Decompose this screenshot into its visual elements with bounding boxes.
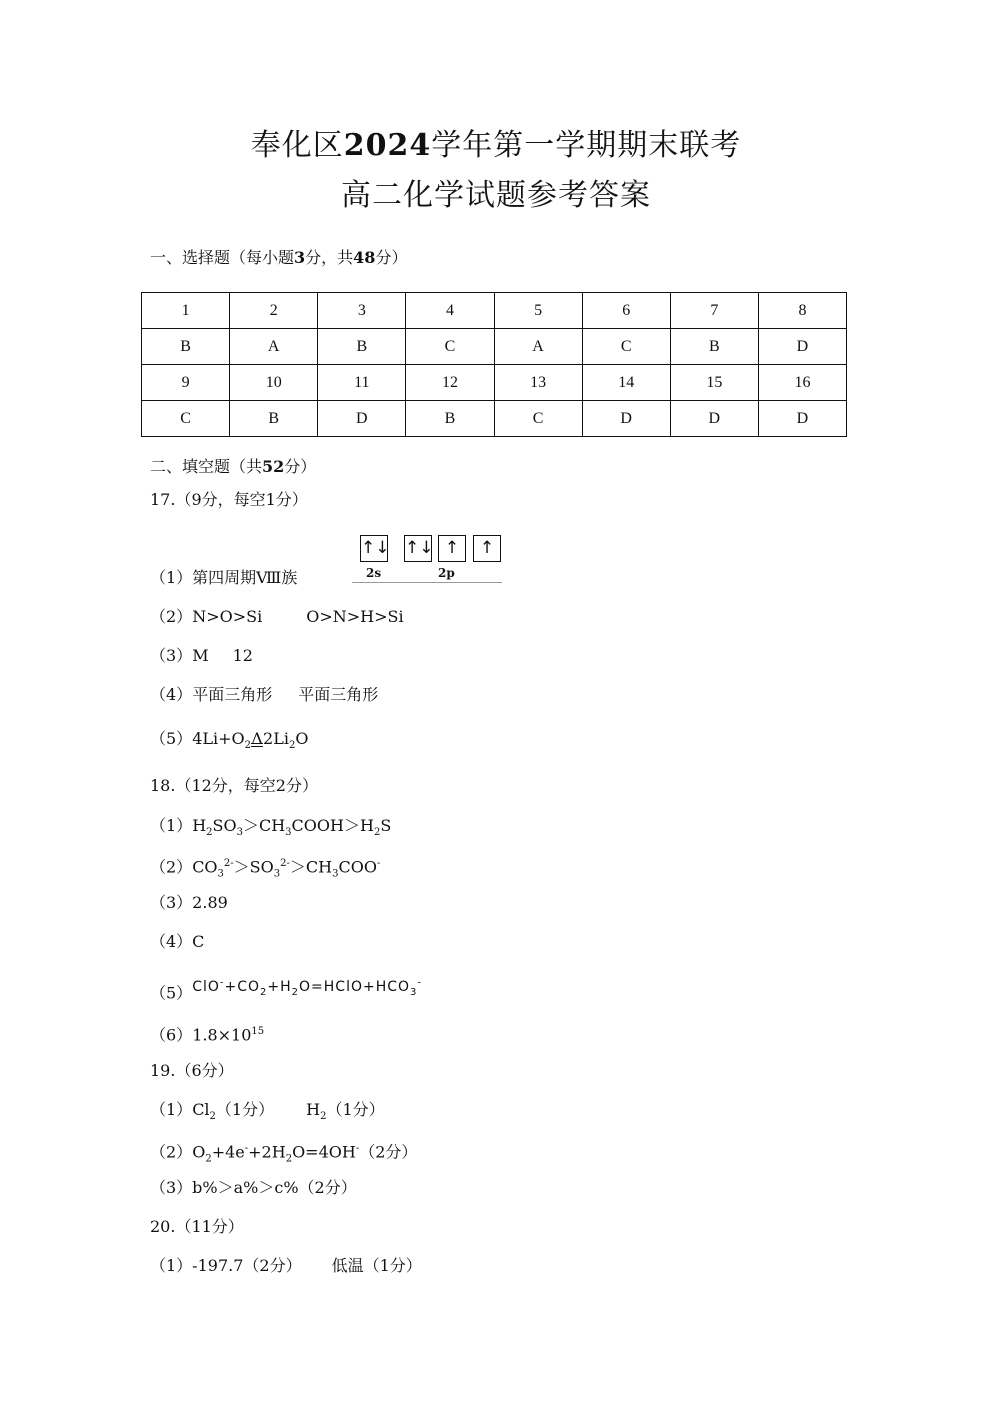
q18-a2-p4: COO [338, 857, 377, 877]
q19-answer-2 [150, 1138, 417, 1171]
q17-a5-sub: 2 [244, 740, 252, 752]
q18-a1-num: （1） [150, 816, 193, 835]
table-row [142, 365, 847, 401]
table-cell: B [406, 401, 494, 437]
title-part-a: 奉化区 [250, 128, 344, 163]
q18-a6-exp: 15 [251, 1026, 265, 1037]
q18-a2-num: （2） [150, 857, 193, 877]
q18-a2-s2: 3 [273, 868, 281, 880]
q18-answer-6 [150, 1021, 264, 1046]
orbital-box-2p-3: ↑ [473, 535, 501, 562]
q18-a6-num: （6） [150, 1025, 193, 1045]
q18-a1-s1: 2 [206, 827, 213, 839]
table-cell: C [582, 329, 670, 365]
page-title-line2: 高二化学试题参考答案 [341, 178, 651, 213]
q17-a5-rhs-sub: 2 [288, 740, 296, 752]
q18-a1-p3: ＞CH [242, 816, 286, 835]
q18-a1-p1: H [192, 816, 207, 835]
q19-a1-s2: 2 [320, 1111, 327, 1123]
table-cell: 11 [318, 365, 406, 401]
table-cell: 7 [670, 293, 758, 329]
table-cell: 12 [406, 365, 494, 401]
table-cell: 13 [494, 365, 582, 401]
table-cell: D [758, 329, 846, 365]
table-cell: D [582, 401, 670, 437]
title-part-b: 学年第一学期期末联考 [431, 128, 742, 163]
heat-condition-sign [251, 728, 263, 750]
q18-a2-p2: ＞SO [233, 857, 274, 877]
table-cell: 16 [758, 365, 846, 401]
q19-a1-p2: （1分） [215, 1100, 275, 1119]
q19-answer-1 [150, 1099, 385, 1128]
q18-a5-p1: ClO [192, 978, 220, 995]
table-cell: 14 [582, 365, 670, 401]
section2-heading [150, 456, 316, 478]
orbital-label-2p: 2p [438, 566, 455, 580]
q19-answer-3: （3）b%＞a%＞c%（2分） [150, 1178, 357, 1197]
q19-a2-u1: - [244, 1143, 249, 1154]
orbital-box-2p-2: ↑ [438, 535, 466, 562]
page-title-line1 [0, 128, 992, 164]
q18-a1-p4: COOH＞H [291, 816, 374, 835]
section2-end: 分） [284, 457, 317, 476]
q18-a1-p5: S [380, 816, 392, 835]
q17-answer-2 [150, 606, 404, 628]
q19-header: 19.（6分） [150, 1061, 234, 1080]
q18-a5-s2: 2 [291, 986, 300, 998]
q17-a2-num: （2） [150, 607, 193, 626]
section1-end: 分） [375, 248, 408, 267]
q18-answer-1 [150, 815, 391, 844]
q17-answer-1: （1）第四周期Ⅷ族 [150, 568, 298, 587]
table-cell: D [670, 401, 758, 437]
q18-answer-2 [150, 853, 380, 886]
section1-points: 3 [294, 248, 306, 267]
q18-a2-u3: - [376, 858, 381, 869]
section2-total: 52 [262, 457, 285, 476]
orbital-label-2s: 2s [366, 566, 382, 580]
q18-answer-4: （4）C [150, 932, 205, 951]
table-cell: A [230, 329, 318, 365]
q19-a2-p3: +2H [248, 1142, 286, 1162]
table-cell: 4 [406, 293, 494, 329]
table-cell: C [142, 401, 230, 437]
table-cell: C [406, 329, 494, 365]
q19-a2-p5: （2分） [359, 1142, 418, 1162]
q18-a1-s4: 2 [373, 827, 381, 839]
q17-a2-y: O>N>H>Si [306, 607, 404, 626]
q17-a4-x: 平面三角形 [192, 685, 273, 704]
q19-a2-p2: +4e [211, 1142, 245, 1162]
q18-a6-base: 1.8×10 [192, 1025, 252, 1045]
q20-header: 20.（11分） [150, 1217, 244, 1236]
q20-a1-x: （1）-197.7（2分） [150, 1256, 302, 1275]
q19-a2-num: （2） [150, 1142, 193, 1162]
table-cell: B [670, 329, 758, 365]
q18-header: 18.（12分，每空2分） [150, 776, 318, 795]
table-cell: A [494, 329, 582, 365]
table-cell: B [142, 329, 230, 365]
table-cell: D [318, 401, 406, 437]
q19-a1-p3: H [306, 1100, 321, 1119]
table-cell: D [758, 401, 846, 437]
table-cell: C [494, 401, 582, 437]
q17-answer-5 [150, 728, 308, 757]
q17-a5-cond: Δ [251, 729, 263, 748]
table-cell: 9 [142, 365, 230, 401]
q18-a5-num: （5） [150, 983, 193, 1003]
q18-a2-p3: ＞CH [289, 857, 333, 877]
q18-a5-u1: - [219, 977, 225, 988]
multiple-choice-answer-table [141, 292, 847, 437]
q19-a1-s1: 2 [209, 1111, 216, 1123]
orbital-box-2p-1: ↑↓ [404, 535, 432, 562]
orbital-box-2s: ↑↓ [360, 535, 388, 562]
q17-a2-x: N>O>Si [192, 607, 263, 626]
q18-a1-s2: 3 [236, 827, 243, 839]
table-cell: B [230, 401, 318, 437]
q18-answer-5 [150, 977, 423, 1011]
q18-a5-u2: - [417, 977, 423, 988]
q18-a2-u1: 2- [223, 858, 234, 869]
q18-a2-s3: 3 [332, 868, 339, 880]
table-cell: 10 [230, 365, 318, 401]
q19-a2-u2: - [355, 1143, 360, 1154]
table-cell: 2 [230, 293, 318, 329]
table-cell: 6 [582, 293, 670, 329]
q19-a2-s1: 2 [205, 1153, 212, 1165]
q19-a1-p1: Cl [192, 1100, 210, 1119]
section1-mid: 分，共 [305, 248, 354, 267]
table-cell: 8 [758, 293, 846, 329]
q17-a5-num: （5） [150, 729, 193, 748]
table-row [142, 329, 847, 365]
q18-a5-p2: +CO [224, 978, 261, 995]
q18-a5-s3: 3 [410, 986, 418, 998]
title-year: 2024 [343, 128, 432, 163]
q18-a5-equation [192, 977, 423, 998]
q17-a5-rhs: 2Li [263, 729, 289, 748]
table-cell: 1 [142, 293, 230, 329]
q17-a5-rhs-end: O [295, 729, 309, 748]
q19-a2-p1: O [192, 1142, 206, 1162]
q17-a3-y: 12 [232, 646, 253, 665]
section2-label: 二、填空题（共 [150, 457, 263, 476]
q18-a2-p1: CO [192, 857, 218, 877]
q20-answer-1 [150, 1255, 422, 1277]
q17-a4-num: （4） [150, 685, 193, 704]
q18-a1-p2: SO [212, 816, 237, 835]
table-cell: B [318, 329, 406, 365]
q17-a3-x: M [192, 646, 209, 665]
table-row [142, 293, 847, 329]
q17-answer-4 [150, 684, 378, 706]
q19-a2-p4: O=4OH [292, 1142, 356, 1162]
q18-answer-3: （3）2.89 [150, 893, 228, 912]
q17-header: 17.（9分，每空1分） [150, 490, 308, 509]
table-cell: 15 [670, 365, 758, 401]
table-cell: 5 [494, 293, 582, 329]
q19-a1-num: （1） [150, 1100, 193, 1119]
q17-a4-y: 平面三角形 [298, 685, 379, 704]
orbital-baseline [352, 582, 502, 583]
q19-a2-s2: 2 [285, 1153, 293, 1165]
q18-a1-s3: 3 [285, 827, 292, 839]
q17-a3-num: （3） [150, 646, 193, 665]
q18-a2-s1: 3 [217, 868, 224, 880]
section1-heading [150, 247, 407, 269]
section1-total: 48 [353, 248, 376, 267]
q18-a5-p4: O=HClO+HCO [299, 978, 411, 995]
q18-a5-s1: 2 [260, 986, 268, 998]
q19-a1-p4: （1分） [326, 1100, 385, 1119]
q18-a2-u2: 2- [280, 858, 290, 869]
q18-a5-p3: +H [267, 978, 292, 995]
q17-answer-3 [150, 645, 253, 667]
table-row [142, 401, 847, 437]
q17-a5-lhs: 4Li+O [192, 729, 245, 748]
section1-label: 一、选择题（每小题 [150, 248, 295, 267]
table-cell: 3 [318, 293, 406, 329]
q20-a1-y: 低温（1分） [331, 1256, 422, 1275]
